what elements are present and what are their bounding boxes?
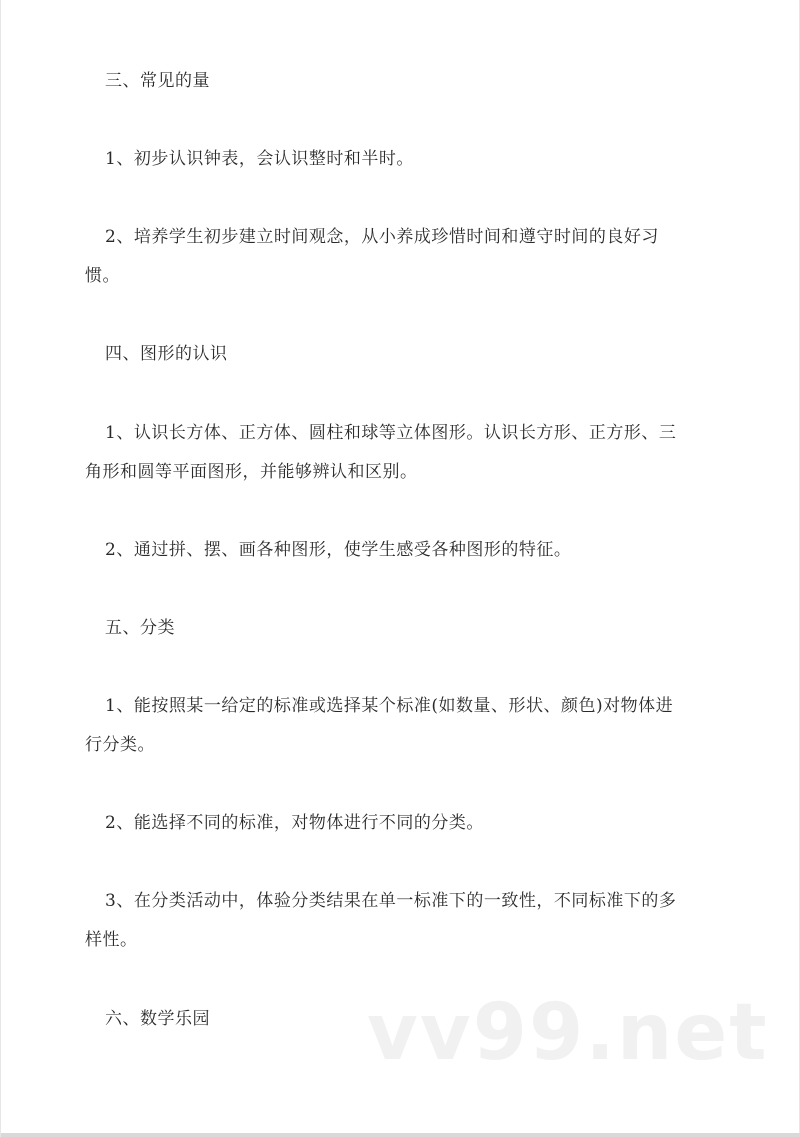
section-heading-6: 六、数学乐园 (105, 1009, 210, 1029)
paragraph-line: 2、培养学生初步建立时间观念，从小养成珍惜时间和遵守时间的良好习 (105, 227, 659, 247)
page-bottom-divider (1, 1133, 800, 1137)
paragraph-line: 2、能选择不同的标准，对物体进行不同的分类。 (105, 813, 484, 833)
paragraph-line: 3、在分类活动中，体验分类结果在单一标准下的一致性，不同标准下的多 (105, 891, 677, 911)
section-heading-4: 四、图形的认识 (105, 344, 228, 364)
paragraph-line: 1、初步认识钟表，会认识整时和半时。 (105, 149, 414, 169)
section-heading-3: 三、常见的量 (105, 71, 210, 91)
watermark-text: vv99.net (367, 988, 769, 1078)
paragraph-line: 1、认识长方体、正方体、圆柱和球等立体图形。认识长方形、正方形、三 (105, 423, 677, 443)
paragraph-line-continued: 角形和圆等平面图形，并能够辨认和区别。 (85, 462, 418, 482)
section-heading-5: 五、分类 (105, 618, 175, 638)
paragraph-line: 1、能按照某一给定的标准或选择某个标准(如数量、形状、颜色)对物体进 (105, 696, 674, 716)
paragraph-line: 2、通过拼、摆、画各种图形，使学生感受各种图形的特征。 (105, 540, 572, 560)
paragraph-line-continued: 惯。 (85, 266, 120, 286)
paragraph-line-continued: 样性。 (85, 930, 138, 950)
paragraph-line-continued: 行分类。 (85, 735, 155, 755)
